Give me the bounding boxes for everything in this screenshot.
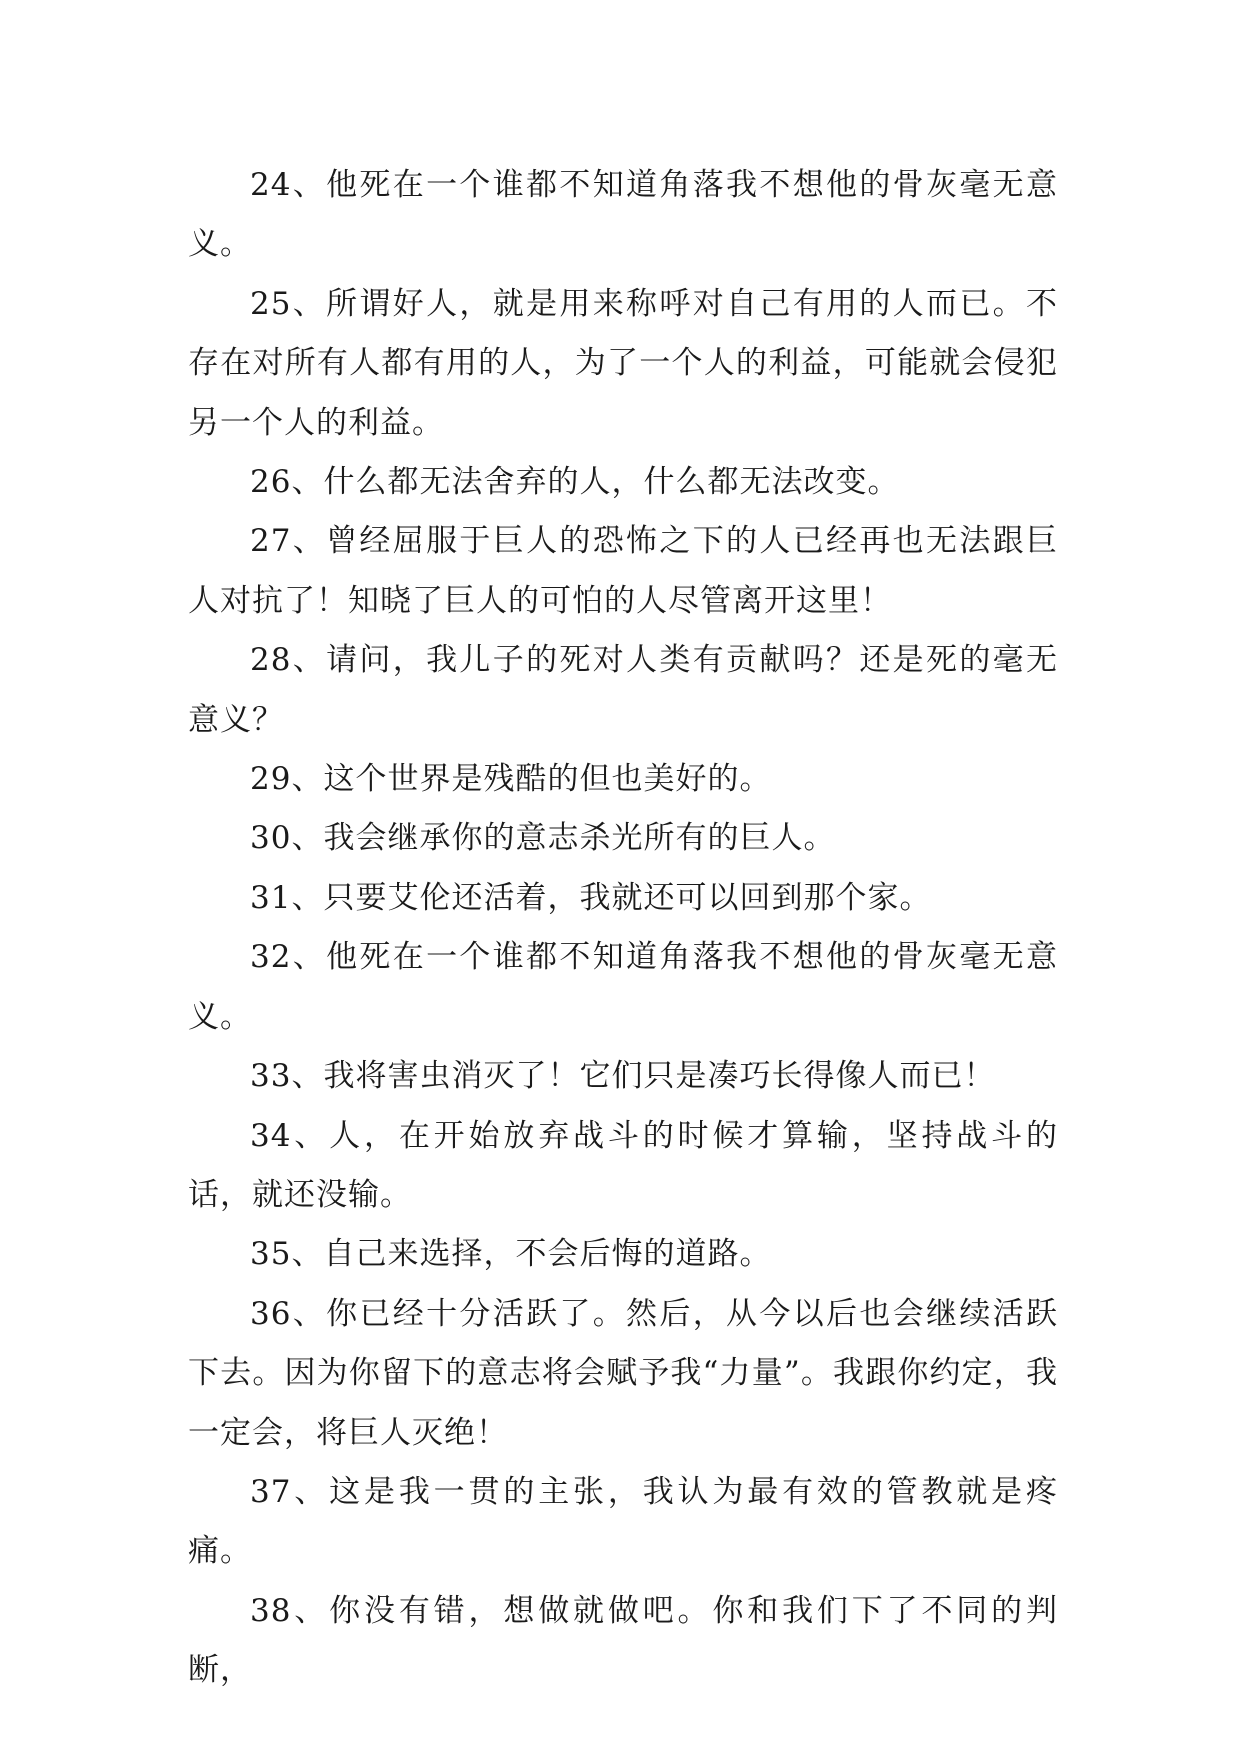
paragraph: 36、你已经十分活跃了。然后，从今以后也会继续活跃下去。因为你留下的意志将会赋予我“力量”。我跟你约定，我一定会，将巨人灭绝！ [188, 1295, 1058, 1451]
paragraph: 31、只要艾伦还活着，我就还可以回到那个家。 [250, 879, 932, 916]
document-body [188, 156, 1058, 1701]
paragraph: 35、自己来选择，不会后悔的道路。 [250, 1236, 772, 1273]
paragraph: 25、所谓好人，就是用来称呼对自己有用的人而已。不存在对所有人都有用的人，为了一个人的利益，可能就会侵犯另一个人的利益。 [188, 285, 1058, 441]
paragraph: 37、这是我一贯的主张，我认为最有效的管教就是疼痛。 [188, 1473, 1058, 1570]
paragraph: 33、我将害虫消灭了！它们只是凑巧长得像人而已！ [250, 1058, 996, 1095]
paragraph: 30、我会继承你的意志杀光所有的巨人。 [250, 820, 836, 857]
paragraph: 38、你没有错，想做就做吧。你和我们下了不同的判断， [188, 1592, 1058, 1689]
paragraph: 34、人，在开始放弃战斗的时候才算输，坚持战斗的话，就还没输。 [188, 1117, 1058, 1213]
paragraph: 26、什么都无法舍弃的人，什么都无法改变。 [250, 464, 900, 501]
paragraph: 27、曾经屈服于巨人的恐怖之下的人已经再也无法跟巨人对抗了！知晓了巨人的可怕的人尽管离开这里！ [188, 523, 1058, 619]
paragraph: 24、他死在一个谁都不知道角落我不想他的骨灰毫无意义。 [188, 167, 1058, 263]
paragraph: 32、他死在一个谁都不知道角落我不想他的骨灰毫无意义。 [188, 939, 1058, 1035]
paragraph: 28、请问，我儿子的死对人类有贡献吗？还是死的毫无意义？ [188, 642, 1058, 738]
paragraph: 29、这个世界是残酷的但也美好的。 [250, 761, 772, 798]
